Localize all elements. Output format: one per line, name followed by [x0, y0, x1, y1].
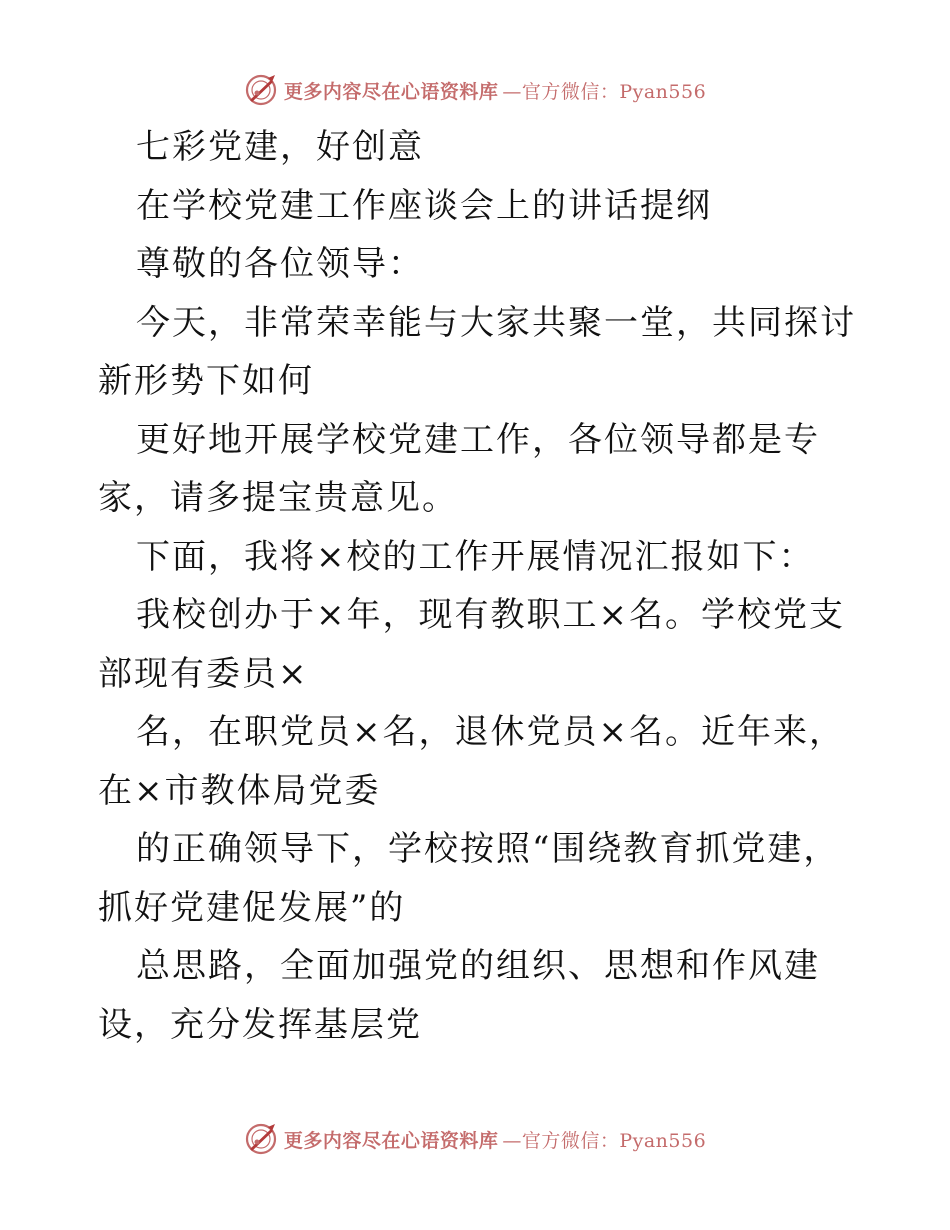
- document-title: 七彩党建，好创意: [136, 127, 424, 167]
- document-subtitle: 在学校党建工作座谈会上的讲话提纲: [136, 185, 712, 226]
- watermark-contact: —官方微信：Pyan556: [502, 80, 707, 103]
- paragraph-line: 下面，我将×校的工作开展情况汇报如下：: [136, 536, 815, 577]
- document-body: [98, 118, 858, 1054]
- pen-seal-icon: [244, 73, 278, 107]
- footer-watermark: [0, 1121, 950, 1157]
- watermark-contact: —官方微信：Pyan556: [502, 1129, 707, 1152]
- watermark-content: [244, 1122, 706, 1156]
- paragraph-line: 我校创办于×年，现有教职工×名。学校党支部现有委员×: [98, 595, 845, 694]
- watermark-content: [244, 73, 706, 107]
- paragraph-line: 今天，非常荣幸能与大家共聚一堂，共同探讨新形势下如何: [98, 302, 856, 401]
- salutation: 尊敬的各位领导：: [136, 244, 424, 284]
- paragraph-line: 的正确领导下，学校按照“围绕教育抓党建，抓好党建促发展”的: [98, 829, 840, 928]
- watermark-text: 更多内容尽在心语资料库: [283, 80, 499, 103]
- pen-seal-icon: [244, 1122, 278, 1156]
- paragraph-line: 名，在职党员×名，退休党员×名。近年来，在×市教体局党委: [98, 712, 845, 811]
- watermark-text: 更多内容尽在心语资料库: [283, 1129, 499, 1152]
- paragraph-line: 更好地开展学校党建工作，各位领导都是专家，请多提宝贵意见。: [98, 419, 820, 518]
- header-watermark: [0, 72, 950, 108]
- paragraph-line: 总思路，全面加强党的组织、思想和作风建设，充分发挥基层党: [98, 946, 820, 1045]
